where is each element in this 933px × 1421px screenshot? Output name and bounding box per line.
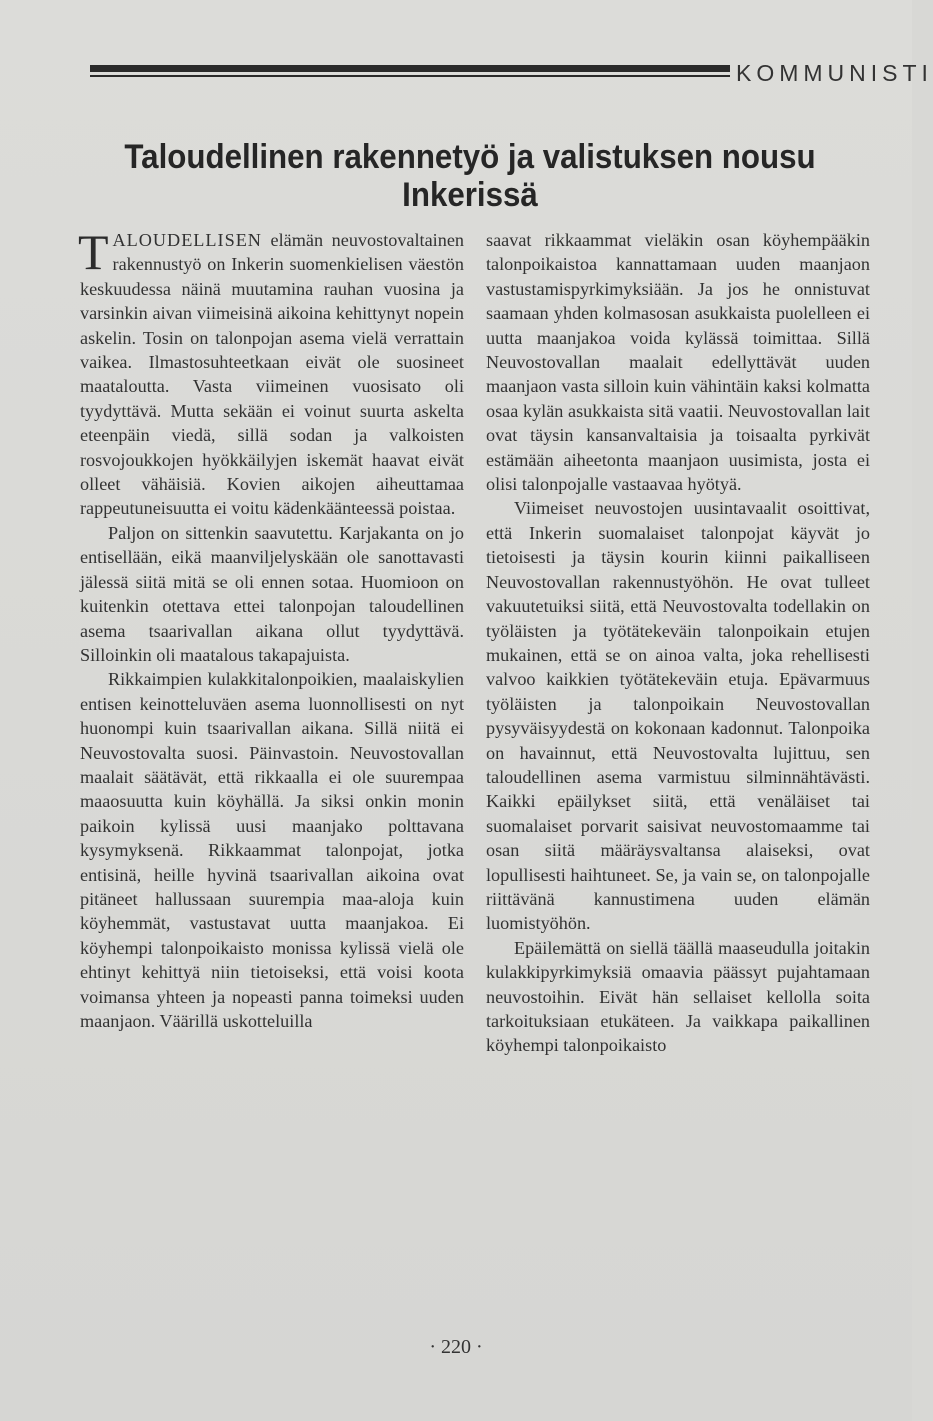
paragraph — [78, 224, 464, 521]
paragraph: Paljon on sittenkin saavutettu. Karjakanta on jo entisellään, eikä maanviljelyskään ole sanottavasti jälessä siitä mitä se oli ennen sotaa. Huomioon on kuitenkin otettava ettei talonpojan taloudellinen asema tsaarivallan aikana ollut tyydyttävä. Silloinkin oli maatalous takapajuista. — [80, 522, 464, 665]
article-title-line1: Taloudellinen rakennetyö ja valistuksen nousu — [124, 138, 816, 176]
paragraph: Viimeiset neuvostojen uusintavaalit osoittivat, että Inkerin suomalaiset talonpojat käyvät jo tietoisesti ja täysin kourin kiinni paikalliseen Neuvostovallan rakennustyöhön. He ovat tulleet vakuutetuiksi siitä, että Neuvostovalta todellakin on työläisten ja työtätekeväin talonpoikain etujen mukainen, että se on ainoa valta, joka rehellisesti valvoo kaikkien työtätekeväin etuja. Epävarmuus työläisten ja talonpoikain Neuvostovallan pysyväisyydestä on kokonaan kadonnut. Talonpoika on havainnut, että Neuvostovalta lujittuu, sen taloudellinen asema varmistuu silminnähtävästi. Kaikki epäilykset siitä, että venäläiset tai suomalaiset porvarit saisivat neuvostomaamme tai osan siitä määräysvaltansa alaiseksi, ovat lopullisesti haihtuneet. Se, ja vain se, on talonpojalle riittävänä kannustimena uuden elämän luomistyöhön. — [486, 498, 870, 934]
journal-name: KOMMUNISTI — [736, 60, 933, 86]
paragraph: saavat rikkaammat vieläkin osan köyhempääkin talonpoikaistoa kannattamaan uuden maanjaon vastustamispyrkimyksiään. Ja jos he onnistuvat saamaan yhden kolmasosan asukkaista puolelleen ei uutta maanjakoa voida kylässä toimittaa. Sillä Neuvostovallan maalait edellyttävät uuden maanjaon vasta silloin kuin vähintäin kaksi kolmatta osaa kylän asukkaista sitä vaatii. Neuvostovallan lait ovat täysin kansanvaltaisia ja toisaalta pyrkivät estämään aiheetonta maanjaon uusimista, josta ei olisi talonpojalle vastaavaa hyötyä. — [486, 230, 870, 495]
page-header — [80, 58, 933, 88]
lead-word: ALOUDELLISEN — [112, 230, 262, 250]
paragraph-text: elämän neuvostovaltainen rakennustyö on Inkerin suomenkielisen väestön keskuudessa näinä muutamina rauhan vuosina ja varsinkin aivan viimeisinä aikoina kehittynyt nopein askelin. Tosin on talonpojan asema vielä verrattain vaikea. Ilmastosuhteetkaan eivät ole suosineet maataloutta. Vasta viimeinen vuosisato oli tyydyttävä. Mutta sekään ei voinut suurta askelta eteenpäin viedä, sillä sodan ja valkoisten rosvojoukkojen hyökkäilyjen iskemät haavat eivät olleet vähäisiä. Kovien aikojen aiheuttamaa rappeutuneisuutta ei voitu kädenkäänteessä poistaa. — [80, 230, 464, 519]
left-column — [78, 224, 464, 1033]
header-rule — [90, 65, 730, 77]
article-title-line2: Inkerissä — [402, 176, 538, 214]
right-column — [486, 228, 870, 1058]
page-number: · 220 · — [429, 1336, 483, 1358]
paragraph: Epäilemättä on siellä täällä maaseudulla joitakin kulakkipyrkimyksiä omaavia päässyt pujahtamaan neuvostoihin. Eivät hän sellaiset kellolla soita tarkoituksiaan etukäteen. Ja vaikkapa paikallinen köyhempi talonpoikaisto — [486, 937, 870, 1056]
drop-cap: T — [78, 224, 109, 280]
article-title — [111, 138, 829, 214]
paragraph: Rikkaimpien kulakkitalonpoikien, maalaiskylien entisen keinotteluväen asema luonnollisesti on nyt huonompi kuin tsaarivallan aikana. Sillä niitä ei Neuvostovalta suosi. Päinvastoin. Neuvostovallan maalait säätävät, että rikkaalla ei ole suurempaa maaosuutta kuin köyhällä. Ja siksi onkin monin paikoin kylissä uusi maanjako polttavana kysymyksenä. Rikkaammat talonpojat, jotka entisinä, heille hyvinä tsaarivallan aikoina ovat pitäneet hallussaan suurempia maa-aloja kuin köyhemmät, vastustavat uutta maanjakoa. Ei köyhempi talonpoikaisto monissa kylissä vielä ole ehtinyt kehittyä niin tietoiseksi, että voisi koota voimansa yhteen ja nopeasti panna toimeksi uuden maanjaon. Väärillä uskotteluilla — [80, 669, 464, 1031]
